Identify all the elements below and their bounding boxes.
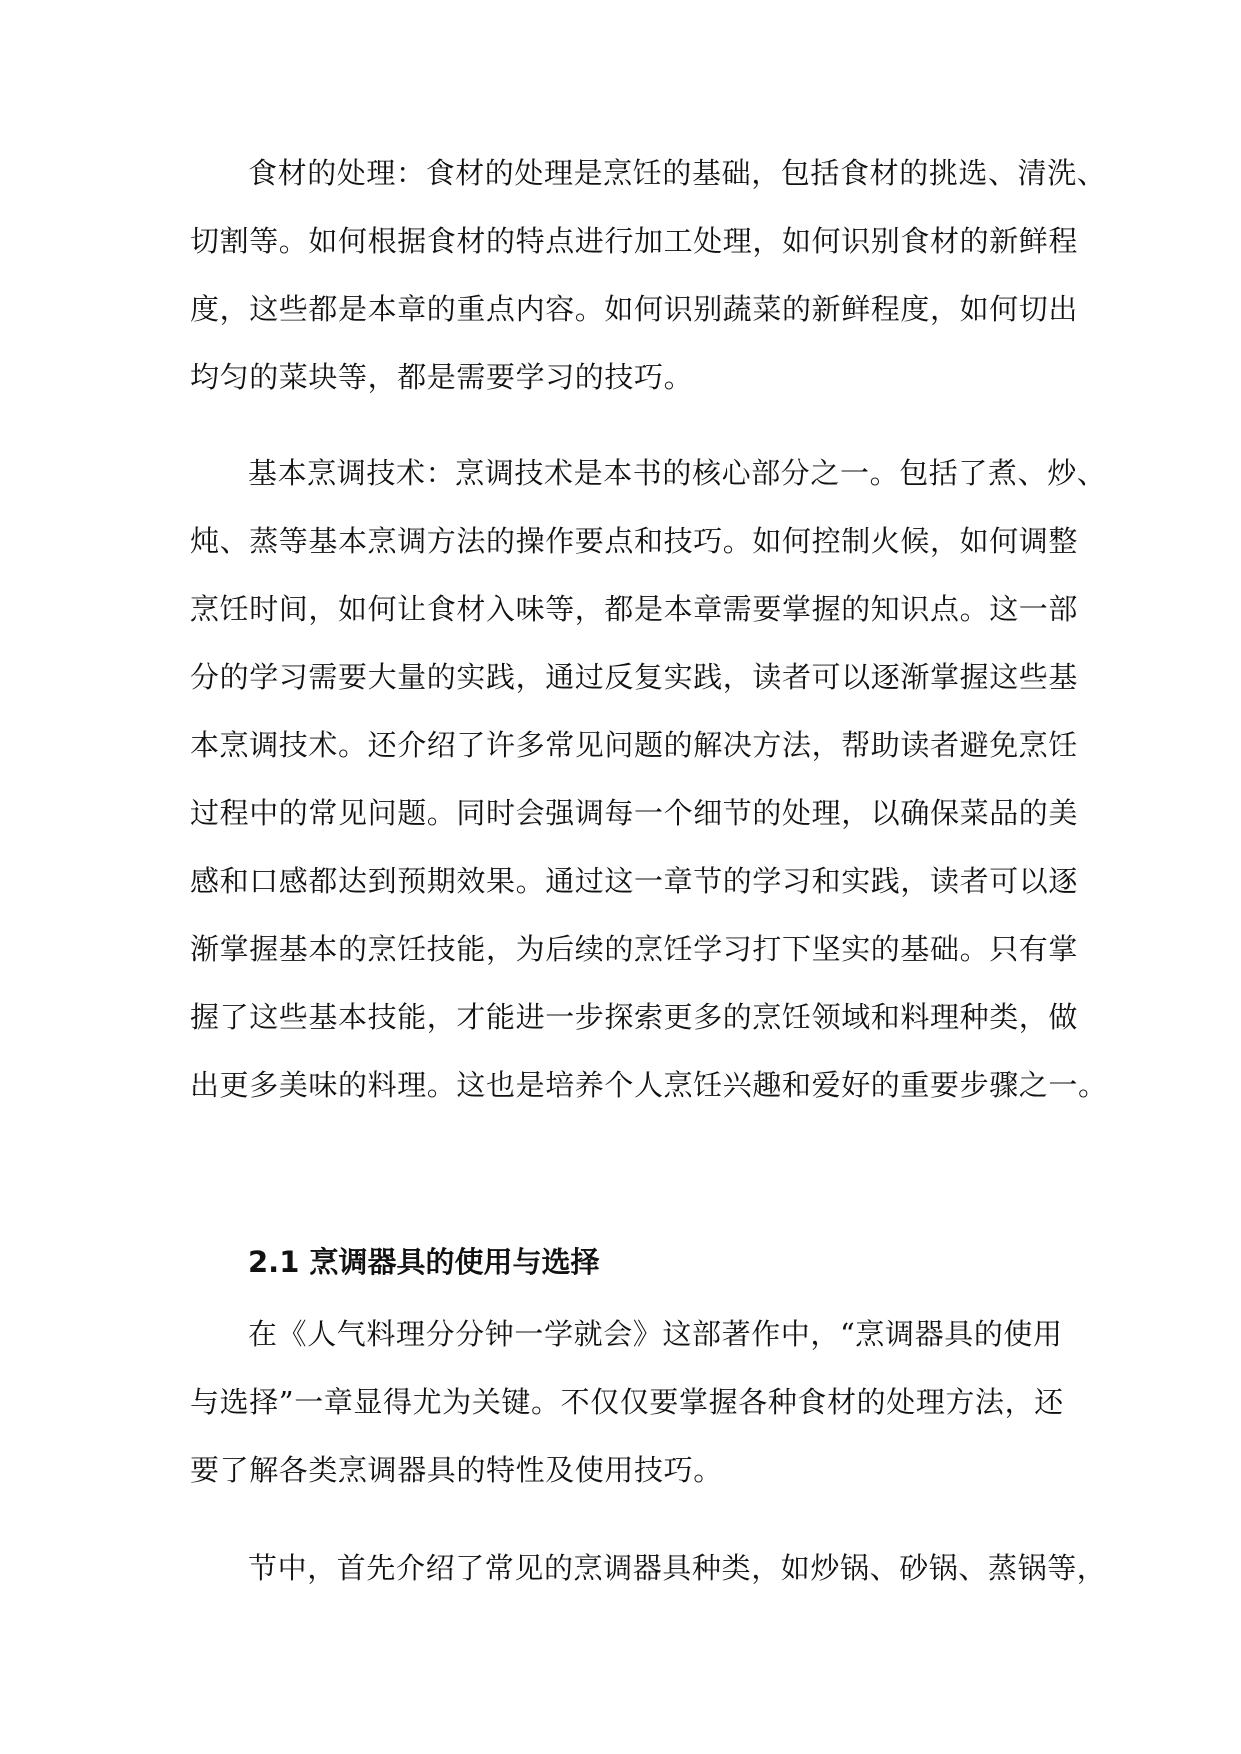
paragraph-line: 基本烹调技术：烹调技术是本书的核心部分之一。包括了煮、炒、 [248, 456, 1107, 490]
paragraph-line: 握了这些基本技能，才能进一步探索更多的烹饪领域和料理种类，做 [190, 1000, 1079, 1034]
paragraph-line: 食材的处理：食材的处理是烹饪的基础，包括食材的挑选、清洗、 [248, 156, 1107, 190]
paragraph-ingredient-handling [190, 139, 1107, 411]
paragraph-line: 度，这些都是本章的重点内容。如何识别蔬菜的新鲜程度，如何切出 [190, 292, 1079, 326]
paragraph-line: 感和口感都达到预期效果。通过这一章节的学习和实践，读者可以逐 [190, 864, 1079, 898]
paragraph-line: 炖、蒸等基本烹调方法的操作要点和技巧。如何控制火候，如何调整 [190, 524, 1079, 558]
paragraph-line: 出更多美味的料理。这也是培养个人烹饪兴趣和爱好的重要步骤之一。 [190, 1068, 1108, 1102]
paragraph-line: 烹饪时间，如何让食材入味等，都是本章需要掌握的知识点。这一部 [190, 592, 1079, 626]
section-heading: 2.1 烹调器具的使用与选择 [248, 1245, 600, 1279]
paragraph-line: 渐掌握基本的烹饪技能，为后续的烹饪学习打下坚实的基础。只有掌 [190, 932, 1079, 966]
paragraph-line: 切割等。如何根据食材的特点进行加工处理，如何识别食材的新鲜程 [190, 224, 1079, 258]
paragraph-cookware-types [190, 1534, 1107, 1602]
paragraph-line: 与选择”一章显得尤为关键。不仅仅要掌握各种食材的处理方法，还 [190, 1385, 1064, 1419]
paragraph-line: 分的学习需要大量的实践，通过反复实践，读者可以逐渐掌握这些基 [190, 660, 1079, 694]
paragraph-cookware-intro [190, 1300, 1070, 1504]
paragraph-line: 过程中的常见问题。同时会强调每一个细节的处理，以确保菜品的美 [190, 796, 1079, 830]
section-heading-block [190, 1228, 1070, 1296]
paragraph-line: 均匀的菜块等，都是需要学习的技巧。 [190, 360, 694, 394]
paragraph-line: 节中，首先介绍了常见的烹调器具种类，如炒锅、砂锅、蒸锅等， [248, 1551, 1107, 1585]
paragraph-line: 本烹调技术。还介绍了许多常见问题的解决方法，帮助读者避免烹饪 [190, 728, 1079, 762]
paragraph-basic-cooking-techniques [190, 439, 1108, 1119]
paragraph-line: 在《人气料理分分钟一学就会》这部著作中，“烹调器具的使用 [248, 1317, 1063, 1351]
paragraph-line: 要了解各类烹调器具的特性及使用技巧。 [190, 1453, 723, 1487]
